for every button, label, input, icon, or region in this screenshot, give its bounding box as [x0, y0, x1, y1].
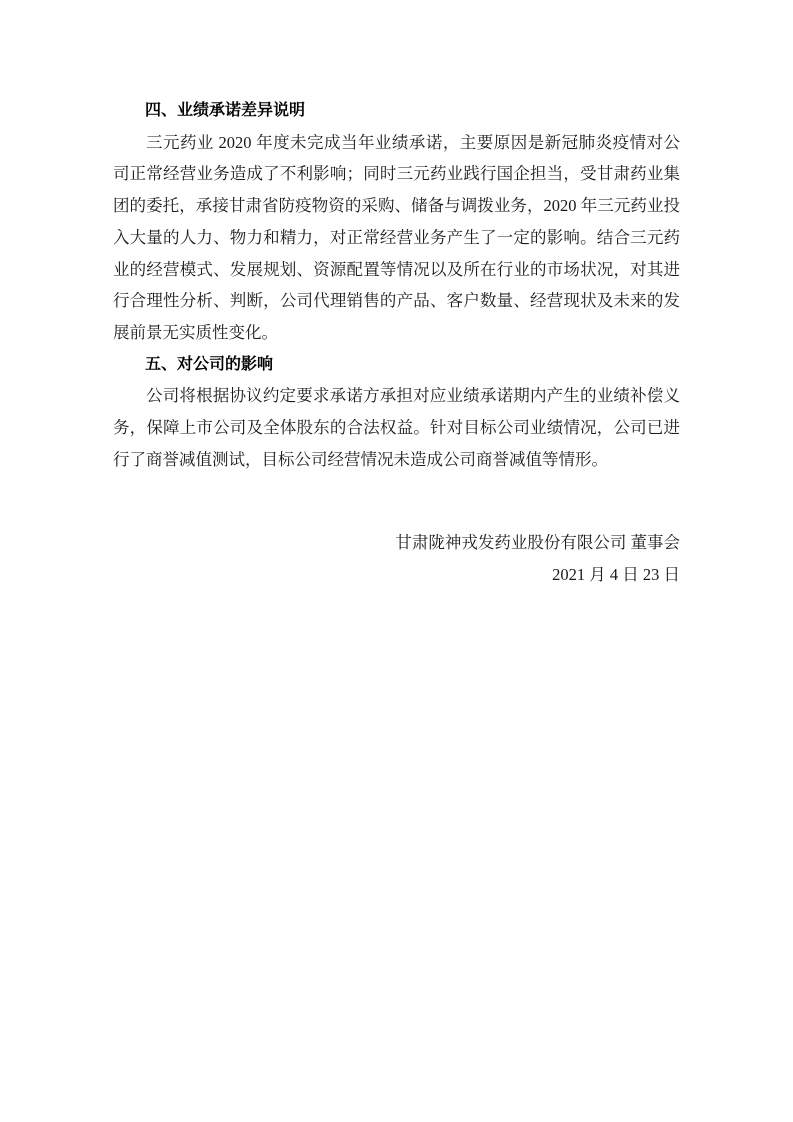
- section-4-paragraph: 三元药业 2020 年度未完成当年业绩承诺，主要原因是新冠肺炎疫情对公司正常经营业务造成了不利影响；同时三元药业践行国企担当，受甘肃药业集团的委托，承接甘肃省防疫物资的采购、储备与调拨业务，2020 年三元药业投入大量的人力、物力和精力，对正常经营业务产生了一定的影响。结合三元药业的经营模式、发展规划、资源配置等情况以及所在行业的市场状况，对其进行合理性分析、判断，公司代理销售的产品、客户数量、经营现状及未来的发展前景无实质性变化。: [113, 132, 680, 342]
- signature-block: [113, 527, 680, 590]
- section-5-heading: 五、对公司的影响: [145, 355, 274, 373]
- signature-date-line: 2021 月 4 日 23 日: [552, 565, 680, 585]
- section-4-heading: 四、业绩承诺差异说明: [145, 102, 306, 119]
- signature-company-line: 甘肃陇神戎发药业股份有限公司 董事会: [395, 533, 680, 553]
- section-5-paragraph: 公司将根据协议约定要求承诺方承担对应业绩承诺期内产生的业绩补偿义务，保障上市公司及全体股东的合法权益。针对目标公司业绩情况，公司已进行了商誉减值测试，目标公司经营情况未造成公司商誉减值等情形。: [113, 386, 680, 469]
